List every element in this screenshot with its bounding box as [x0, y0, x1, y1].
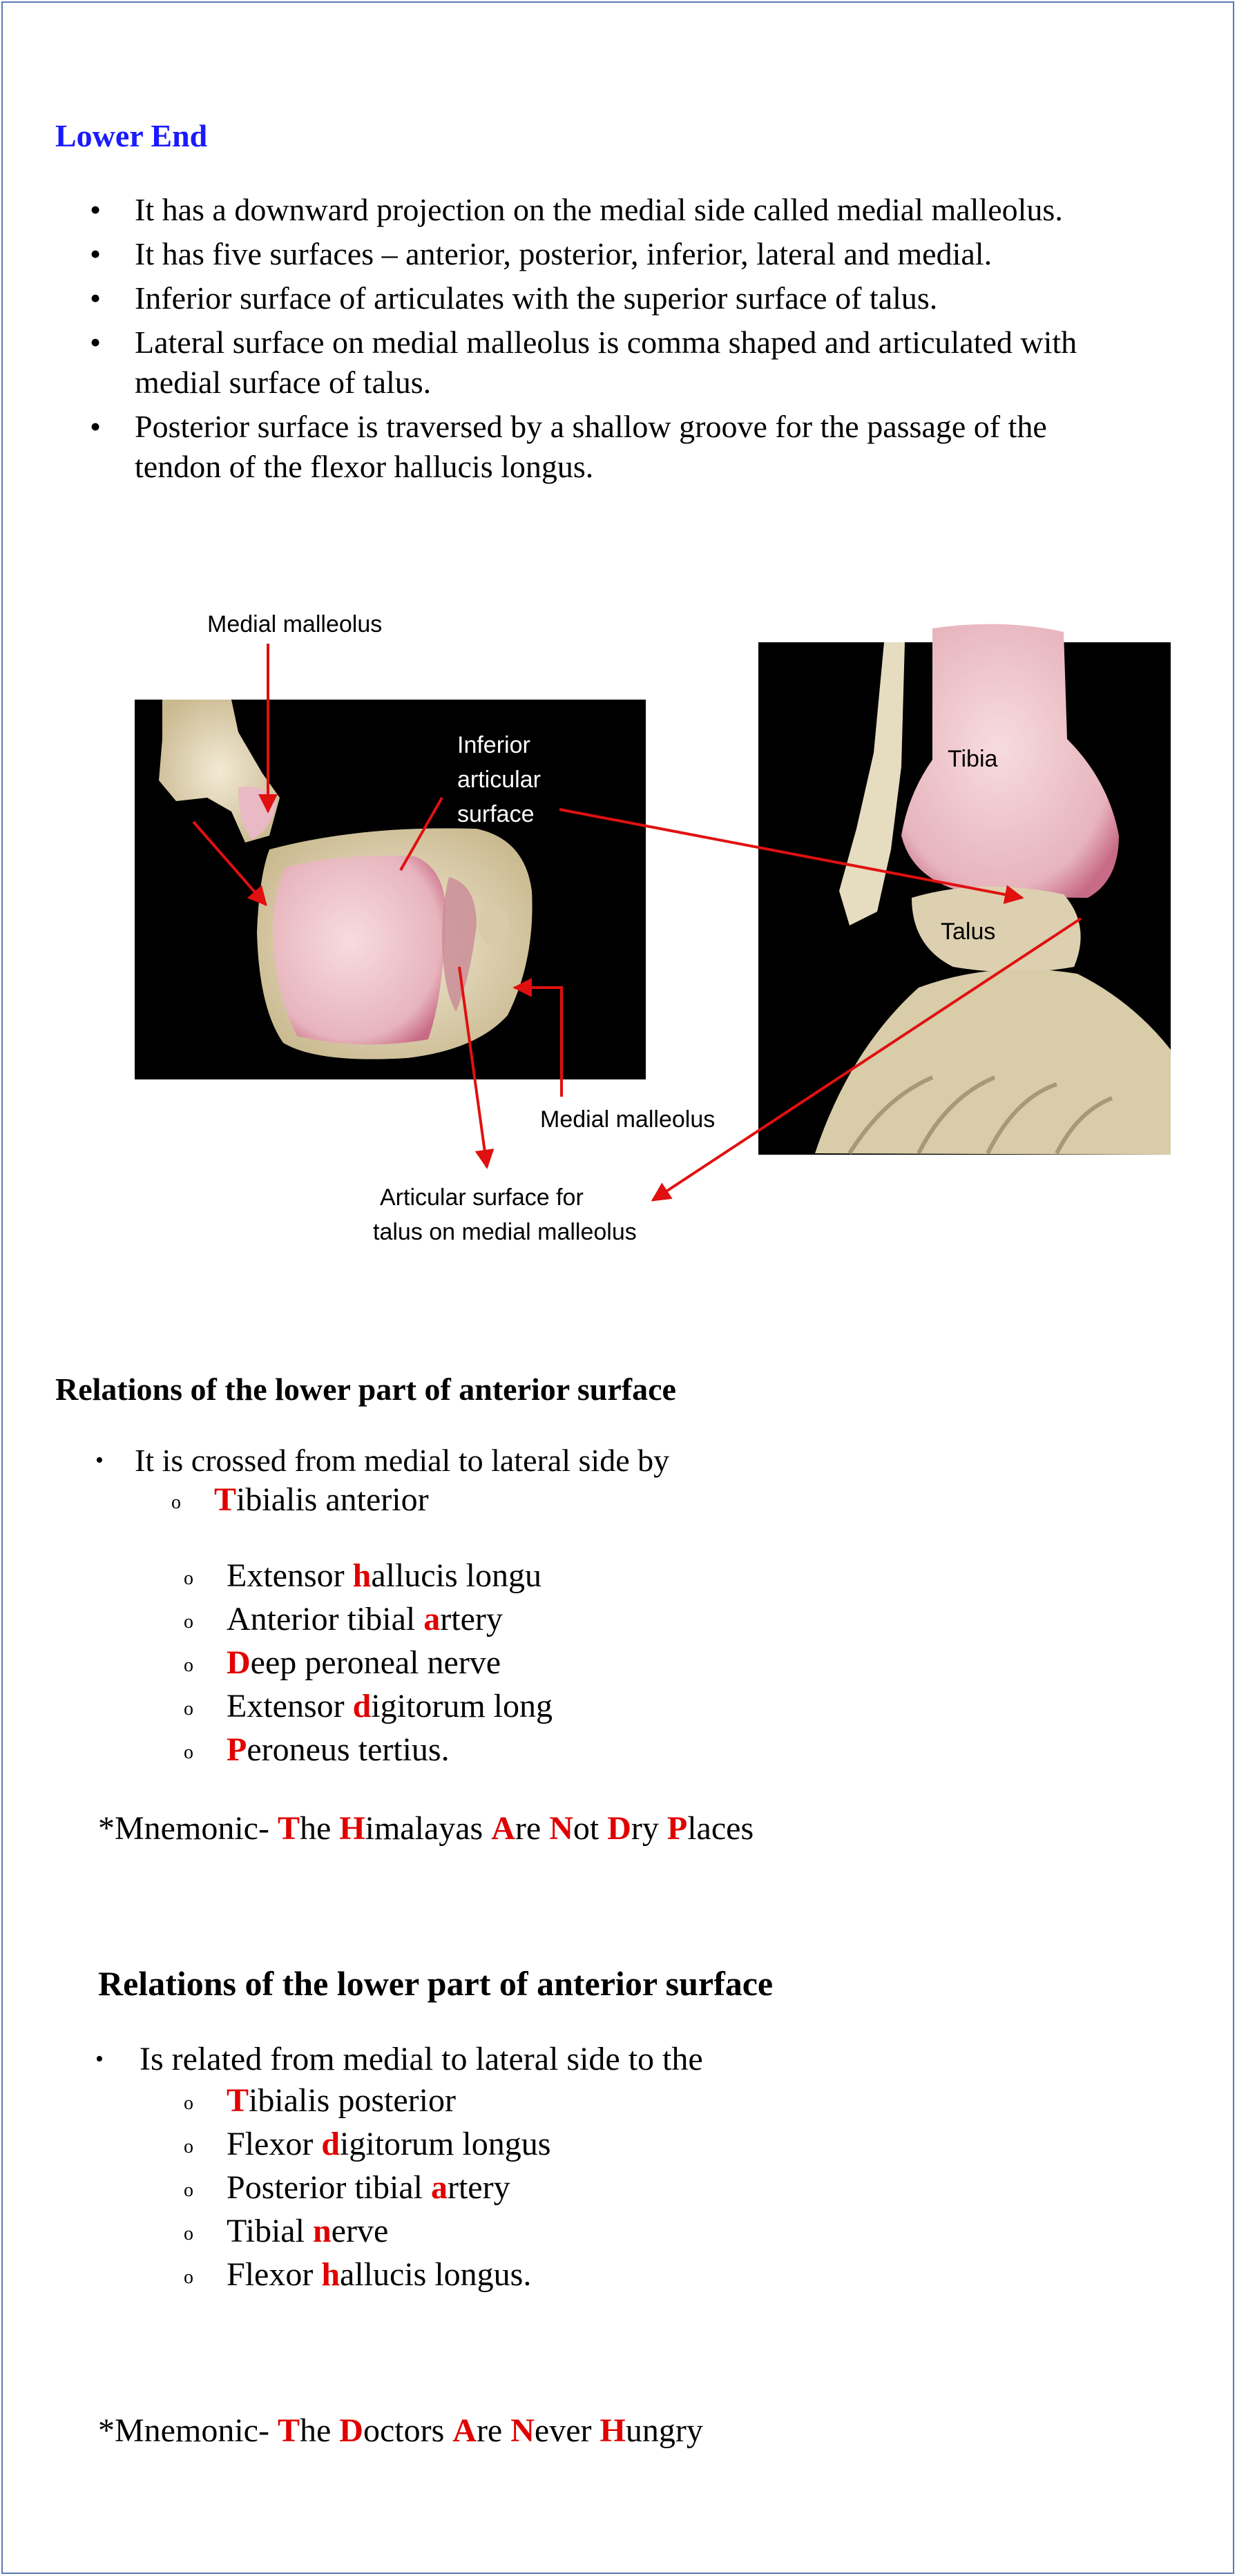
posterior-mnemonic: *Mnemonic- The Doctors Are Never Hungry [98, 2412, 703, 2449]
posterior-item: o Flexor digitorum longus [227, 2122, 550, 2166]
anterior-item: o Extensor hallucis longu [227, 1554, 553, 1597]
label-inferior-1: Inferior [457, 732, 530, 758]
anterior-intro: • It is crossed from medial to lateral side by [0, 1441, 669, 1481]
label-talus: Talus [941, 919, 996, 945]
label-medial-malleolus-top: Medial malleolus [207, 611, 383, 637]
anterior-items-list [227, 1554, 553, 1771]
bullet-item: • Lateral surface on medial malleolus is comma shaped and articulated with medial surface of talus. [0, 323, 1077, 403]
bullet-item: • It has a downward projection on the medial side called medial malleolus. [0, 190, 1077, 230]
label-inferior-2: articular [457, 767, 541, 793]
anterior-item: o Extensor digitorum long [227, 1684, 553, 1728]
bullet-item: • It has five surfaces – anterior, posterior, inferior, lateral and medial. [0, 234, 1077, 274]
anterior-intro-list [0, 1441, 669, 1481]
anterior-item: o Tibialis anterior [214, 1478, 429, 1521]
lower-end-bullets [0, 190, 1077, 491]
anterior-heading: Relations of the lower part of anterior surface [55, 1372, 676, 1407]
label-inferior-3: surface [457, 801, 535, 827]
anterior-mnemonic: *Mnemonic- The Himalayas Are Not Dry Places [98, 1810, 754, 1847]
posterior-items-list [227, 2079, 550, 2296]
label-articular-2: talus on medial malleolus [373, 1219, 637, 1245]
posterior-item: o Flexor hallucis longus. [227, 2253, 550, 2296]
inferior-view-photo [135, 700, 646, 1079]
anterior-first-item-list [214, 1478, 429, 1521]
anterior-item: o Peroneus tertius. [227, 1728, 553, 1771]
bullet-item: • Posterior surface is traversed by a shallow groove for the passage of the tendon of the flexor hallucis longus. [0, 407, 1077, 487]
label-medial-malleolus-bottom: Medial malleolus [540, 1106, 716, 1133]
anatomy-figure [0, 601, 1237, 1264]
bullet-item: • Inferior surface of articulates with the superior surface of talus. [0, 278, 1077, 318]
anterior-item: o Anterior tibial artery [227, 1597, 553, 1641]
anterior-view-photo [758, 624, 1171, 1155]
posterior-intro-list [0, 2039, 703, 2079]
posterior-item: o Tibialis posterior [227, 2079, 550, 2122]
lower-end-heading: Lower End [55, 118, 208, 153]
posterior-intro: • Is related from medial to lateral side to the [0, 2039, 703, 2079]
posterior-item: o Posterior tibial artery [227, 2166, 550, 2209]
label-tibia: Tibia [948, 746, 998, 772]
posterior-heading: Relations of the lower part of anterior surface [98, 1964, 774, 2003]
label-articular-1: Articular surface for [380, 1184, 584, 1211]
anterior-item: o Deep peroneal nerve [227, 1641, 553, 1684]
posterior-item: o Tibial nerve [227, 2209, 550, 2253]
